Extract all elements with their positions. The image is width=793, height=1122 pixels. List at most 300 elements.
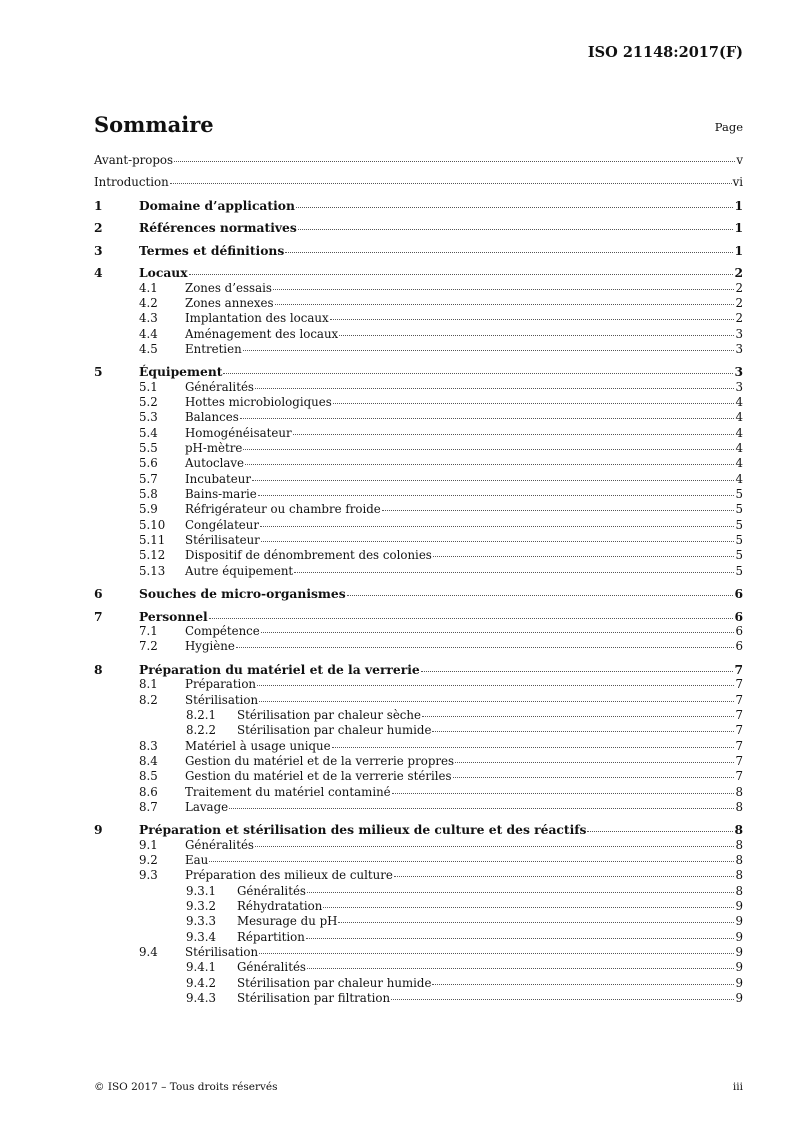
toc-entry-number: 5.11 <box>139 533 166 548</box>
toc-entry[interactable] <box>94 991 743 1006</box>
toc-entry-page: 1 <box>734 220 743 236</box>
toc-dot-leader <box>421 671 734 672</box>
toc-entry-title: Stérilisation par chaleur humide <box>237 975 432 990</box>
toc-entry-body <box>185 342 743 357</box>
toc-entry-title: Congélateur <box>185 517 260 532</box>
toc-entry-body <box>185 502 743 517</box>
toc-entry-page: 6 <box>734 586 743 602</box>
toc-entry-body <box>185 853 743 868</box>
toc-entry-number: 9.2 <box>139 853 158 868</box>
toc-entry[interactable] <box>94 960 743 975</box>
toc-dot-leader <box>432 731 734 732</box>
toc-entry-page: 1 <box>734 197 743 213</box>
toc-entry-page: 4 <box>735 395 743 410</box>
toc-entry-page: 8 <box>735 868 743 883</box>
toc-entry-title: Lavage <box>185 799 229 814</box>
toc-entry-title: Gestion du matériel et de la verrerie propres <box>185 753 455 768</box>
toc-entry-page: 2 <box>735 295 743 310</box>
toc-entry-number: 5.8 <box>139 487 158 502</box>
toc-entry[interactable] <box>94 410 743 425</box>
toc-entry-page: 9 <box>735 975 743 990</box>
toc-entry-title: Eau <box>185 853 209 868</box>
toc-dot-leader <box>307 968 735 969</box>
toc-entry-page: 7 <box>735 692 743 707</box>
toc-dot-leader <box>294 572 734 573</box>
toc-entry-page: 4 <box>735 441 743 456</box>
toc-entry-number: 5.5 <box>139 441 158 456</box>
toc-entry-body <box>139 220 743 235</box>
toc-entry-page: 8 <box>735 837 743 852</box>
toc-entry-title: Dispositif de dénombrement des colonies <box>185 548 432 563</box>
toc-entry-body <box>185 639 743 654</box>
toc-entry[interactable] <box>94 677 743 692</box>
toc-dot-leader <box>453 777 735 778</box>
toc-dot-leader <box>293 434 735 435</box>
toc-entry-title: Généralités <box>185 379 254 394</box>
toc-dot-leader <box>323 907 734 908</box>
toc-entry-body <box>185 769 743 784</box>
toc-entry-page: 5 <box>735 517 743 532</box>
toc-entry-body <box>185 754 743 769</box>
toc-dot-leader <box>240 418 735 419</box>
toc-entry-page: 4 <box>735 471 743 486</box>
toc-entry-number: 8.4 <box>139 753 158 768</box>
toc-entry-body <box>185 311 743 326</box>
toc-entry-title: Matériel à usage unique <box>185 738 331 753</box>
toc-dot-leader <box>330 319 735 320</box>
toc-entry-page: 8 <box>735 784 743 799</box>
toc-entry-body <box>185 410 743 425</box>
toc-entry-body <box>185 395 743 410</box>
toc-entry-body <box>139 662 743 677</box>
toc-entry[interactable] <box>94 708 743 723</box>
toc-dot-leader <box>273 289 735 290</box>
toc-entry-number: 9.3.4 <box>186 929 217 944</box>
toc-entry-number: 8.7 <box>139 799 158 814</box>
toc-entry[interactable] <box>94 281 743 296</box>
toc-entry-title: Compétence <box>185 624 260 639</box>
toc-entry-number: 6 <box>94 586 103 602</box>
toc-entry-number: 5.6 <box>139 456 158 471</box>
toc-entry-title: Préparation et stérilisation des milieux de culture et des réactifs <box>139 822 587 838</box>
toc-entry-number: 4.1 <box>139 280 158 295</box>
toc-dot-leader <box>333 403 735 404</box>
toc-entry-title: Autre équipement <box>185 563 294 578</box>
toc-entry-title: Hottes microbiologiques <box>185 395 332 410</box>
toc-dot-leader <box>223 373 733 374</box>
toc-entry-body <box>237 723 743 738</box>
toc-entry-body <box>185 800 743 815</box>
toc-dot-leader <box>332 747 735 748</box>
title-row <box>94 112 743 140</box>
toc-entry-title: Gestion du matériel et de la verrerie stériles <box>185 769 452 784</box>
toc-entry[interactable] <box>94 472 743 487</box>
toc-entry-title: Stérilisation par chaleur sèche <box>237 707 421 722</box>
toc-entry-body <box>139 609 743 624</box>
toc-entry-number: 5.12 <box>139 548 166 563</box>
toc-entry[interactable] <box>94 739 743 754</box>
toc-entry-number: 4.4 <box>139 326 158 341</box>
toc-dot-leader <box>285 252 733 253</box>
toc-entry[interactable] <box>94 175 743 190</box>
toc-entry-page: 7 <box>735 738 743 753</box>
toc-entry[interactable] <box>94 548 743 563</box>
toc-entry[interactable] <box>94 945 743 960</box>
toc-entry-number: 5.3 <box>139 410 158 425</box>
toc-dot-leader <box>296 207 734 208</box>
toc-entry[interactable] <box>94 930 743 945</box>
toc-entry-number: 5.9 <box>139 502 158 517</box>
toc-entry-page: 9 <box>735 914 743 929</box>
toc-dot-leader <box>306 938 735 939</box>
toc-entry-title: Hygiène <box>185 639 235 654</box>
toc-entry-title: Équipement <box>139 364 223 380</box>
toc-entry[interactable] <box>94 441 743 456</box>
toc-dot-leader <box>298 229 734 230</box>
toc-entry-body <box>237 708 743 723</box>
toc-entry-body <box>185 785 743 800</box>
toc-entry-page: 4 <box>735 425 743 440</box>
toc-entry-page: 7 <box>734 661 743 677</box>
toc-entry-title: Avant-propos <box>94 153 174 167</box>
toc-entry-body <box>237 991 743 1006</box>
toc-entry-page: 1 <box>734 242 743 258</box>
toc-entry[interactable] <box>94 311 743 326</box>
toc-entry-title: Personnel <box>139 608 208 624</box>
toc-entry[interactable] <box>94 380 743 395</box>
document-id: ISO 21148:2017(F) <box>587 44 743 61</box>
toc-entry[interactable] <box>94 243 743 258</box>
toc-entry-page: 8 <box>735 883 743 898</box>
toc-entry-title: Locaux <box>139 265 188 281</box>
toc-dot-leader <box>255 388 735 389</box>
toc-dot-leader <box>243 449 734 450</box>
toc-entry-page: 8 <box>735 799 743 814</box>
toc-entry-body <box>237 884 743 899</box>
toc-entry-number: 8.2.1 <box>186 707 217 722</box>
toc-dot-leader <box>259 701 734 702</box>
toc-dot-leader <box>394 876 735 877</box>
toc-entry-number: 5.4 <box>139 425 158 440</box>
toc-entry[interactable] <box>94 296 743 311</box>
toc-entry-number: 4 <box>94 265 103 281</box>
toc-entry[interactable] <box>94 153 743 168</box>
toc-entry-page: 7 <box>735 769 743 784</box>
toc-entry-body <box>237 914 743 929</box>
toc-entry-number: 4.2 <box>139 295 158 310</box>
toc-entry-number: 7.2 <box>139 639 158 654</box>
toc-entry-page: 6 <box>734 608 743 624</box>
toc-entry[interactable] <box>94 884 743 899</box>
toc-entry-number: 9.3.2 <box>186 899 217 914</box>
toc-entry-title: Généralités <box>237 883 306 898</box>
toc-entry-title: Références normatives <box>139 220 297 236</box>
toc-entry-body <box>185 838 743 853</box>
toc-entry-body <box>237 930 743 945</box>
toc-entry-title: Stérilisation <box>185 945 259 960</box>
toc-entry-number: 7 <box>94 608 103 624</box>
toc-entry-body <box>139 243 743 258</box>
toc-entry-number: 9.1 <box>139 837 158 852</box>
toc-entry[interactable] <box>94 754 743 769</box>
toc-entry-number: 2 <box>94 220 103 236</box>
toc-entry-title: Mesurage du pH <box>237 914 338 929</box>
toc-entry[interactable] <box>94 395 743 410</box>
toc-dot-leader <box>392 793 735 794</box>
toc-entry-title: Préparation <box>185 677 257 692</box>
toc-entry-number: 8.5 <box>139 769 158 784</box>
toc-entry-number: 4.5 <box>139 341 158 356</box>
toc-entry-body <box>185 380 743 395</box>
toc-entry-number: 8.3 <box>139 738 158 753</box>
toc-dot-leader <box>257 685 734 686</box>
toc-entry-body <box>185 868 743 883</box>
toc-dot-leader <box>261 632 735 633</box>
toc-entry-body <box>185 426 743 441</box>
toc-entry[interactable] <box>94 265 743 280</box>
page-column-label: Page <box>714 120 743 134</box>
toc-entry-body <box>185 564 743 579</box>
toc-entry-body <box>185 548 743 563</box>
toc-entry-number: 5.10 <box>139 517 166 532</box>
toc-entry-body <box>237 899 743 914</box>
toc-entry[interactable] <box>94 327 743 342</box>
toc-entry[interactable] <box>94 533 743 548</box>
toc-entry-title: Incubateur <box>185 471 252 486</box>
toc-dot-leader <box>258 495 735 496</box>
toc-entry-body <box>237 976 743 991</box>
toc-entry-page: 8 <box>735 853 743 868</box>
toc-entry-number: 9.4.3 <box>186 991 217 1006</box>
toc-entry-title: Bains-marie <box>185 487 257 502</box>
toc-entry-page: 2 <box>734 265 743 281</box>
toc-entry-body <box>185 739 743 754</box>
toc-entry-body <box>139 586 743 601</box>
toc-dot-leader <box>261 541 735 542</box>
toc-entry[interactable] <box>94 662 743 677</box>
toc-dot-leader <box>245 464 734 465</box>
toc-entry-number: 8.6 <box>139 784 158 799</box>
toc-entry-title: Entretien <box>185 341 242 356</box>
toc-dot-leader <box>422 716 734 717</box>
toc-entry-page: 5 <box>735 502 743 517</box>
toc-dot-leader <box>229 808 734 809</box>
toc-entry-page: 5 <box>735 563 743 578</box>
toc-entry-title: Stérilisation par filtration <box>237 991 391 1006</box>
toc-dot-leader <box>236 647 735 648</box>
toc-entry[interactable] <box>94 502 743 517</box>
toc-entry[interactable] <box>94 899 743 914</box>
toc-entry-number: 3 <box>94 242 103 258</box>
toc-entry[interactable] <box>94 723 743 738</box>
toc-entry[interactable] <box>94 800 743 815</box>
toc-entry[interactable] <box>94 198 743 213</box>
toc-entry-title: Répartition <box>237 929 305 944</box>
page-title: Sommaire <box>94 112 214 137</box>
toc-entry[interactable] <box>94 914 743 929</box>
toc-entry[interactable] <box>94 364 743 379</box>
toc-dot-leader <box>339 335 734 336</box>
toc-entry-page: 9 <box>735 945 743 960</box>
toc-entry-number: 5.1 <box>139 379 158 394</box>
toc-entry-title: Aménagement des locaux <box>185 326 339 341</box>
toc-entry-page: 5 <box>735 487 743 502</box>
toc-dot-leader <box>255 846 735 847</box>
toc-entry[interactable] <box>94 693 743 708</box>
toc-entry-title: Préparation du matériel et de la verrerie <box>139 661 420 677</box>
toc-entry-body <box>185 693 743 708</box>
table-of-contents <box>94 153 743 1006</box>
toc-entry-title: Préparation des milieux de culture <box>185 868 393 883</box>
toc-dot-leader <box>209 861 734 862</box>
toc-dot-leader <box>259 953 734 954</box>
toc-entry-page: 4 <box>735 410 743 425</box>
toc-entry-body <box>185 624 743 639</box>
toc-entry[interactable] <box>94 564 743 579</box>
toc-dot-leader <box>189 274 734 275</box>
toc-entry-title: Traitement du matériel contaminé <box>185 784 391 799</box>
toc-entry-title: Termes et définitions <box>139 242 285 258</box>
toc-entry[interactable] <box>94 426 743 441</box>
toc-dot-leader <box>275 304 735 305</box>
toc-entry-body <box>185 441 743 456</box>
toc-entry-body <box>94 153 743 168</box>
toc-entry-number: 8.2 <box>139 692 158 707</box>
toc-entry-number: 9.4.2 <box>186 975 217 990</box>
toc-entry-title: Implantation des locaux <box>185 311 329 326</box>
toc-entry-page: 5 <box>735 533 743 548</box>
toc-entry-body <box>185 472 743 487</box>
toc-entry-body <box>185 518 743 533</box>
toc-entry-body <box>185 296 743 311</box>
toc-entry-number: 7.1 <box>139 624 158 639</box>
toc-entry-page: 2 <box>735 280 743 295</box>
toc-entry-page: 3 <box>734 364 743 380</box>
toc-entry-body <box>237 960 743 975</box>
toc-dot-leader <box>307 892 735 893</box>
toc-entry[interactable] <box>94 868 743 883</box>
toc-entry-page: 3 <box>735 326 743 341</box>
toc-entry[interactable] <box>94 487 743 502</box>
toc-entry-page: 6 <box>735 624 743 639</box>
toc-entry-page: 4 <box>735 456 743 471</box>
toc-entry-title: Réhydratation <box>237 899 323 914</box>
toc-entry[interactable] <box>94 609 743 624</box>
toc-entry-body <box>185 487 743 502</box>
toc-dot-leader <box>587 831 733 832</box>
toc-entry-number: 5.7 <box>139 471 158 486</box>
toc-entry-title: Généralités <box>237 960 306 975</box>
toc-entry-number: 4.3 <box>139 311 158 326</box>
toc-entry[interactable] <box>94 456 743 471</box>
footer-copyright: © ISO 2017 – Tous droits réservés <box>94 1081 278 1093</box>
toc-entry-title: Réfrigérateur ou chambre froide <box>185 502 381 517</box>
toc-entry-number: 5.13 <box>139 563 166 578</box>
toc-entry-number: 9.3.3 <box>186 914 217 929</box>
toc-entry-title: Autoclave <box>185 456 245 471</box>
toc-entry-page: 8 <box>734 822 743 838</box>
toc-entry[interactable] <box>94 624 743 639</box>
toc-entry-page: vi <box>732 175 743 190</box>
toc-dot-leader <box>455 762 734 763</box>
toc-dot-leader <box>260 526 734 527</box>
toc-entry-title: pH-mètre <box>185 441 243 456</box>
toc-entry-number: 9.4.1 <box>186 960 217 975</box>
toc-entry-page: 7 <box>735 723 743 738</box>
toc-dot-leader <box>252 480 734 481</box>
toc-dot-leader <box>243 350 735 351</box>
toc-entry-title: Souches de micro-organismes <box>139 586 346 602</box>
toc-entry-page: 6 <box>735 639 743 654</box>
toc-entry-title: Homogénéisateur <box>185 425 292 440</box>
toc-entry-number: 9 <box>94 822 103 838</box>
toc-dot-leader <box>347 595 734 596</box>
toc-entry-number: 5 <box>94 364 103 380</box>
toc-dot-leader <box>433 556 735 557</box>
toc-entry-title: Généralités <box>185 837 254 852</box>
toc-entry-number: 5.2 <box>139 395 158 410</box>
toc-entry-page: 9 <box>735 929 743 944</box>
toc-entry-page: 7 <box>735 677 743 692</box>
toc-entry[interactable] <box>94 220 743 235</box>
toc-entry-body <box>139 364 743 379</box>
toc-entry-body <box>185 456 743 471</box>
toc-entry-page: 3 <box>735 379 743 394</box>
toc-dot-leader <box>170 183 732 184</box>
toc-entry-title: Stérilisation <box>185 692 259 707</box>
toc-dot-leader <box>338 922 734 923</box>
toc-entry-body <box>139 265 743 280</box>
toc-dot-leader <box>209 618 734 619</box>
toc-entry[interactable] <box>94 853 743 868</box>
toc-entry[interactable] <box>94 639 743 654</box>
toc-entry[interactable] <box>94 769 743 784</box>
toc-entry-page: 9 <box>735 991 743 1006</box>
toc-entry-number: 8 <box>94 661 103 677</box>
toc-entry-page: 2 <box>735 311 743 326</box>
toc-entry-title: Introduction <box>94 175 169 190</box>
toc-entry[interactable] <box>94 342 743 357</box>
toc-entry-number: 8.2.2 <box>186 723 217 738</box>
toc-dot-leader <box>382 510 735 511</box>
toc-entry[interactable] <box>94 785 743 800</box>
toc-entry[interactable] <box>94 586 743 601</box>
toc-entry-page: 9 <box>735 899 743 914</box>
toc-dot-leader <box>174 161 735 162</box>
toc-dot-leader <box>432 984 734 985</box>
toc-entry-number: 9.3.1 <box>186 883 217 898</box>
toc-entry-number: 9.3 <box>139 868 158 883</box>
toc-entry[interactable] <box>94 822 743 837</box>
toc-entry-body <box>139 822 743 837</box>
toc-entry-title: Stérilisateur <box>185 533 260 548</box>
toc-entry-body <box>185 677 743 692</box>
toc-entry-body <box>185 327 743 342</box>
toc-entry[interactable] <box>94 976 743 991</box>
toc-entry-title: Domaine d’application <box>139 197 295 213</box>
toc-entry-title: Zones annexes <box>185 295 274 310</box>
toc-entry-number: 9.4 <box>139 945 158 960</box>
toc-entry-title: Zones d’essais <box>185 280 272 295</box>
toc-entry[interactable] <box>94 518 743 533</box>
toc-entry-number: 1 <box>94 197 103 213</box>
toc-entry-page: v <box>736 153 743 167</box>
toc-entry-body <box>185 945 743 960</box>
toc-entry-number: 8.1 <box>139 677 158 692</box>
toc-entry-page: 5 <box>735 548 743 563</box>
toc-entry-body <box>94 175 743 190</box>
toc-entry[interactable] <box>94 838 743 853</box>
